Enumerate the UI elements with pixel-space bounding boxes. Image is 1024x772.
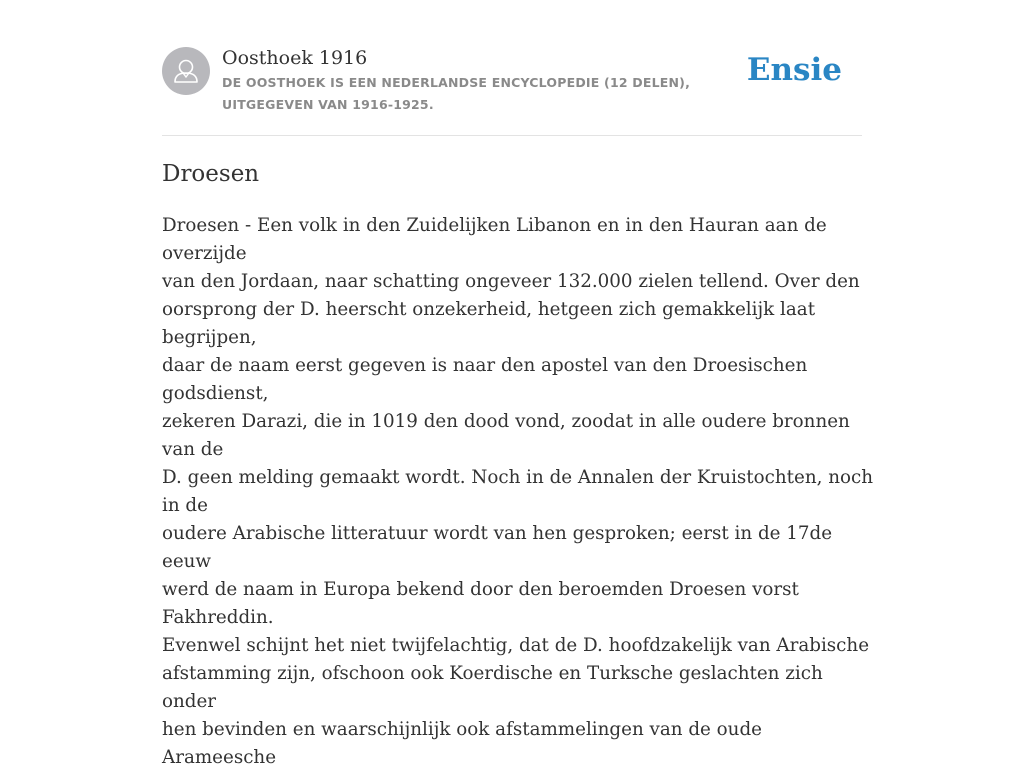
entry-body-line: Evenwel schijnt het niet twijfelachtig, dat de D. hoofdzakelijk van Arabische [162, 635, 870, 656]
ensie-logo-link[interactable]: Ensie [746, 52, 842, 88]
entry-body-line: afstamming zijn, ofschoon ook Koerdische en Turksche geslachten zich onder [162, 663, 823, 712]
entry-body [162, 212, 874, 772]
entry-body-line: Droesen - Een volk in den Zuidelijken Libanon en in den Hauran aan de overzijde [162, 215, 827, 264]
source-description: DE OOSTHOEK IS EEN NEDERLANDSE ENCYCLOPEDIE (12 DELEN), UITGEGEVEN VAN 1916-1925. [222, 75, 691, 112]
entry-body-line: van den Jordaan, naar schatting ongeveer 132.000 zielen tellend. Over den [162, 271, 860, 292]
entry-body-line: D. geen melding gemaakt wordt. Noch in de Annalen der Kruistochten, noch in de [162, 467, 874, 516]
entry-body-line: daar de naam eerst gegeven is naar den apostel van den Droesischen godsdienst, [162, 355, 808, 404]
entry-body-line: oorsprong der D. heerscht onzekerheid, hetgeen zich gemakkelijk laat begrijpen, [162, 299, 816, 348]
entry-body-line: werd de naam in Europa bekend door den beroemden Droesen vorst Fakhreddin. [162, 579, 799, 628]
user-avatar-icon[interactable] [162, 47, 210, 95]
entry-body-line: oudere Arabische litteratuur wordt van hen gesproken; eerst in de 17de eeuw [162, 523, 833, 572]
entry-body-line: zekeren Darazi, die in 1019 den dood vond, zoodat in alle oudere bronnen van de [162, 411, 850, 460]
source-title[interactable]: Oosthoek 1916 [222, 47, 368, 69]
entry-title: Droesen [162, 161, 260, 187]
entry-body-line: hen bevinden en waarschijnlijk ook afstammelingen van de oude Arameesche [162, 719, 762, 768]
source-header [162, 44, 862, 136]
header-divider [162, 135, 862, 136]
